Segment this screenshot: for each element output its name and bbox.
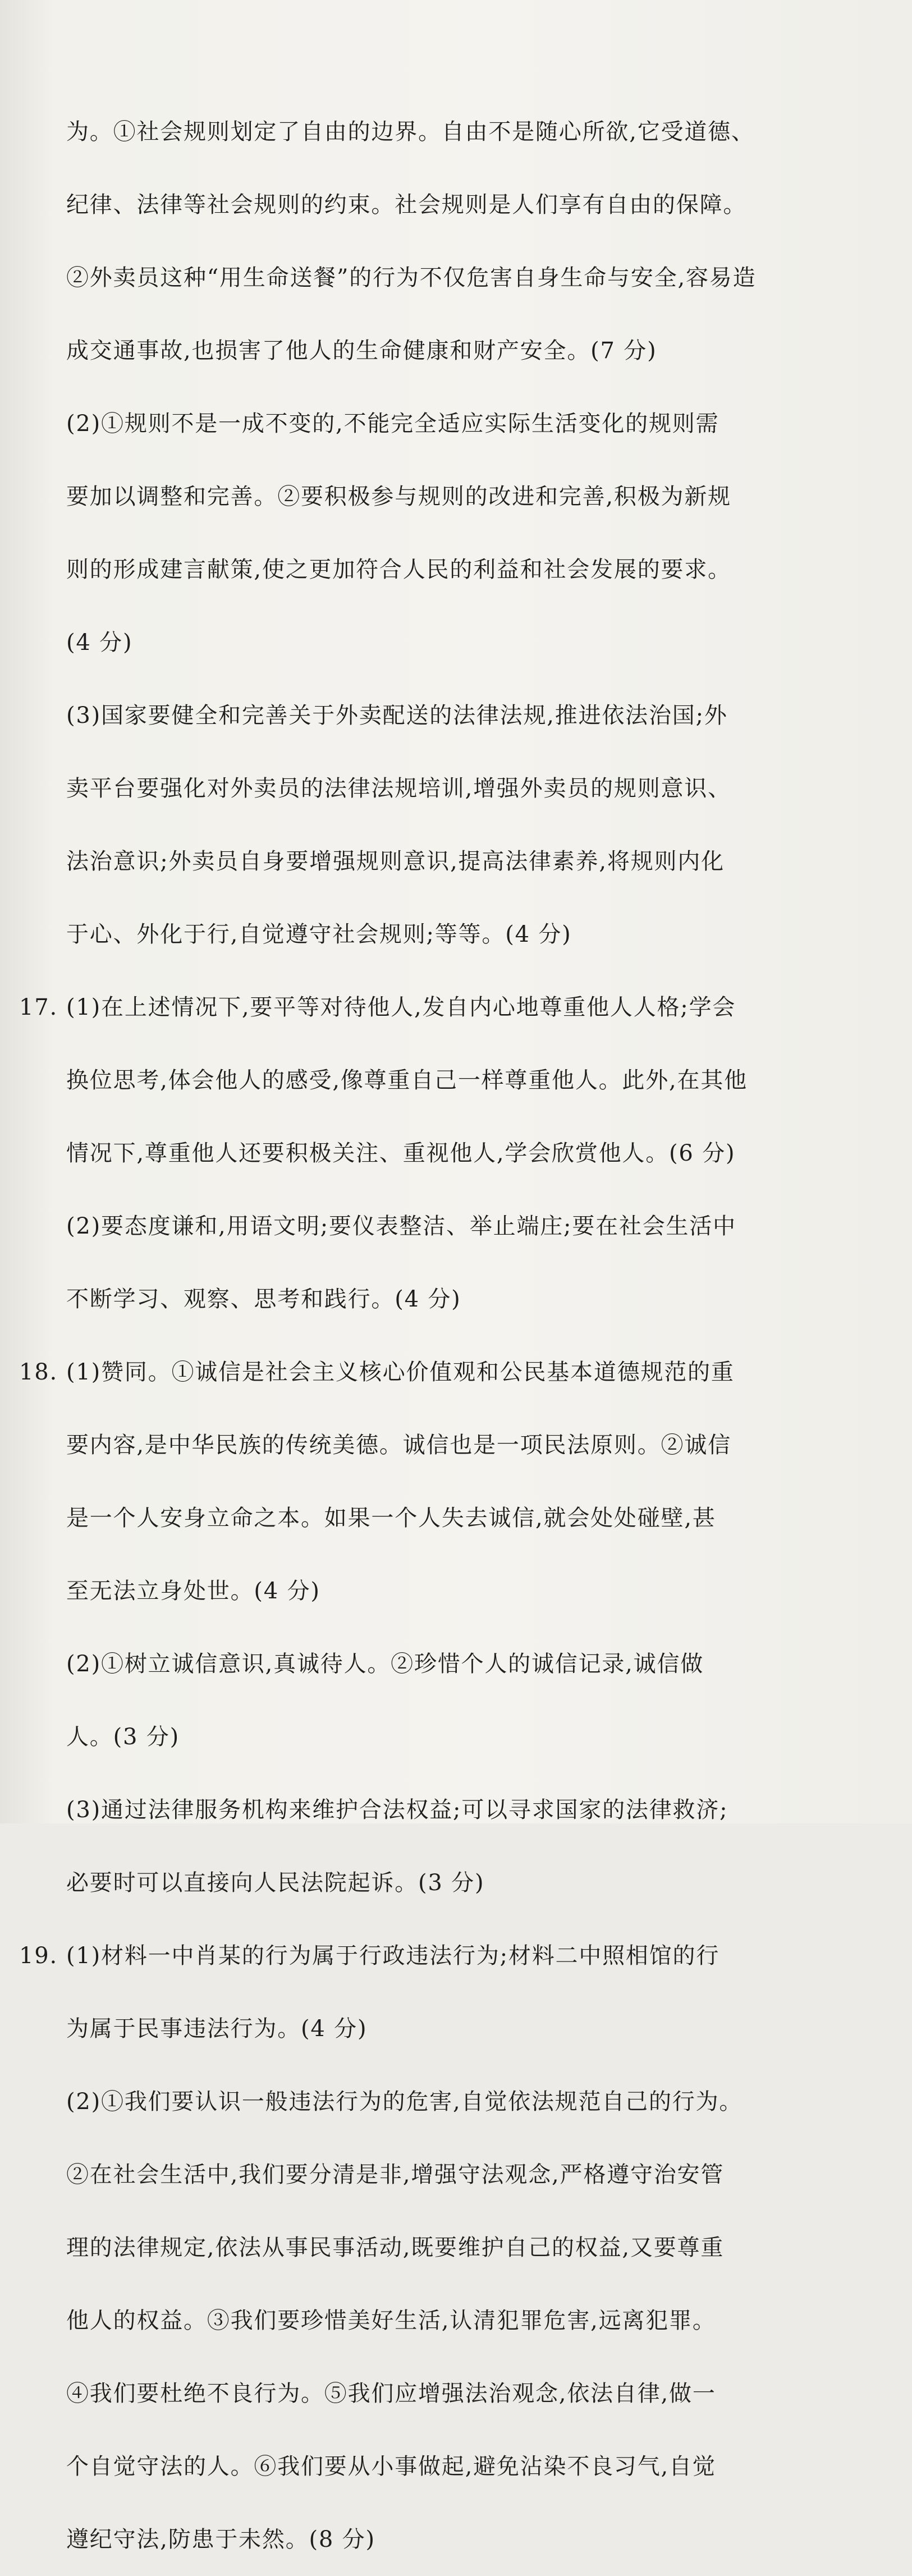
text-line: (3)通过法律服务机构来维护合法权益;可以寻求国家的法律救济;: [66, 1797, 728, 1823]
text-line: (2)①规则不是一成不变的,不能完全适应实际生活变化的规则需: [66, 411, 719, 437]
question-number-17: 17.: [19, 994, 58, 1020]
text-line: 必要时可以直接向人民法院起诉。(3 分): [66, 1870, 485, 1896]
question-19-line: [19, 1919, 863, 1992]
text-line: 要加以调整和完善。②要积极参与规则的改进和完善,积极为新规: [66, 484, 731, 510]
text-line: 个自觉守法的人。⑥我们要从小事做起,避免沾染不良习气,自觉: [66, 2454, 716, 2479]
text-line: (2)①我们要认识一般违法行为的危害,自觉依法规范自己的行为。: [66, 2089, 743, 2115]
text-line: 遵纪守法,防患于未然。(8 分): [66, 2527, 375, 2552]
text-line: 法治意识;外卖员自身要增强规则意识,提高法律素养,将规则内化: [66, 849, 725, 874]
text-line: 则的形成建言献策,使之更加符合人民的利益和社会发展的要求。: [66, 557, 731, 583]
text-line: 为。①社会规则划定了自由的边界。自由不是随心所欲,它受道德、: [66, 119, 755, 145]
text-line: (3)国家要健全和完善关于外卖配送的法律法规,推进依法治国;外: [66, 703, 728, 728]
text-line: 于心、外化于行,自觉遵守社会规则;等等。(4 分): [66, 922, 572, 947]
text-line: 至无法立身处世。(4 分): [66, 1578, 320, 1604]
text-line: 不断学习、观察、思考和践行。(4 分): [66, 1286, 461, 1312]
text-line: 换位思考,体会他人的感受,像尊重自己一样尊重他人。此外,在其他: [66, 1067, 748, 1093]
question-18-line: [19, 1336, 863, 1409]
text-line: (1)材料一中肖某的行为属于行政违法行为;材料二中照相馆的行: [66, 1943, 720, 1969]
text-line: 人。(3 分): [66, 1724, 180, 1750]
text-line: 情况下,尊重他人还要积极关注、重视他人,学会欣赏他人。(6 分): [66, 1140, 736, 1166]
text-line: (2)要态度谦和,用语文明;要仪表整洁、举止端庄;要在社会生活中: [66, 1213, 736, 1239]
text-line: 纪律、法律等社会规则的约束。社会规则是人们享有自由的保障。: [66, 192, 747, 218]
text-line: 他人的权益。③我们要珍惜美好生活,认清犯罪危害,远离犯罪。: [66, 2308, 716, 2334]
question-number-18: 18.: [19, 1359, 58, 1385]
question-17-line: [19, 971, 863, 1044]
text-line: (2)①树立诚信意识,真诚待人。②珍惜个人的诚信记录,诚信做: [66, 1651, 704, 1677]
question-number-19: 19.: [19, 1943, 58, 1969]
text-line: 是一个人安身立命之本。如果一个人失去诚信,就会处处碰壁,甚: [66, 1505, 716, 1531]
text-line: ②在社会生活中,我们要分清是非,增强守法观念,严格遵守治安管: [66, 2162, 725, 2188]
text-line: 为属于民事违法行为。(4 分): [66, 2016, 368, 2042]
text-line: ②外卖员这种“用生命送餐”的行为不仅危害自身生命与安全,容易造: [66, 265, 757, 291]
text-line: (4 分): [66, 630, 133, 656]
text-line: 理的法律规定,依法从事民事活动,既要维护自己的权益,又要尊重: [66, 2235, 725, 2261]
text-line: 卖平台要强化对外卖员的法律法规培训,增强外卖员的规则意识、: [66, 776, 731, 801]
text-line: (1)赞同。①诚信是社会主义核心价值观和公民基本道德规范的重: [66, 1359, 735, 1385]
text-line: 成交通事故,也损害了他人的生命健康和财产安全。(7 分): [66, 338, 657, 364]
text-line: ④我们要杜绝不良行为。⑤我们应增强法治观念,依法自律,做一: [66, 2381, 716, 2407]
text-line: 要内容,是中华民族的传统美德。诚信也是一项民法原则。②诚信: [66, 1432, 731, 1458]
text-line: (1)在上述情况下,要平等对待他人,发自内心地尊重他人人格;学会: [66, 994, 736, 1020]
